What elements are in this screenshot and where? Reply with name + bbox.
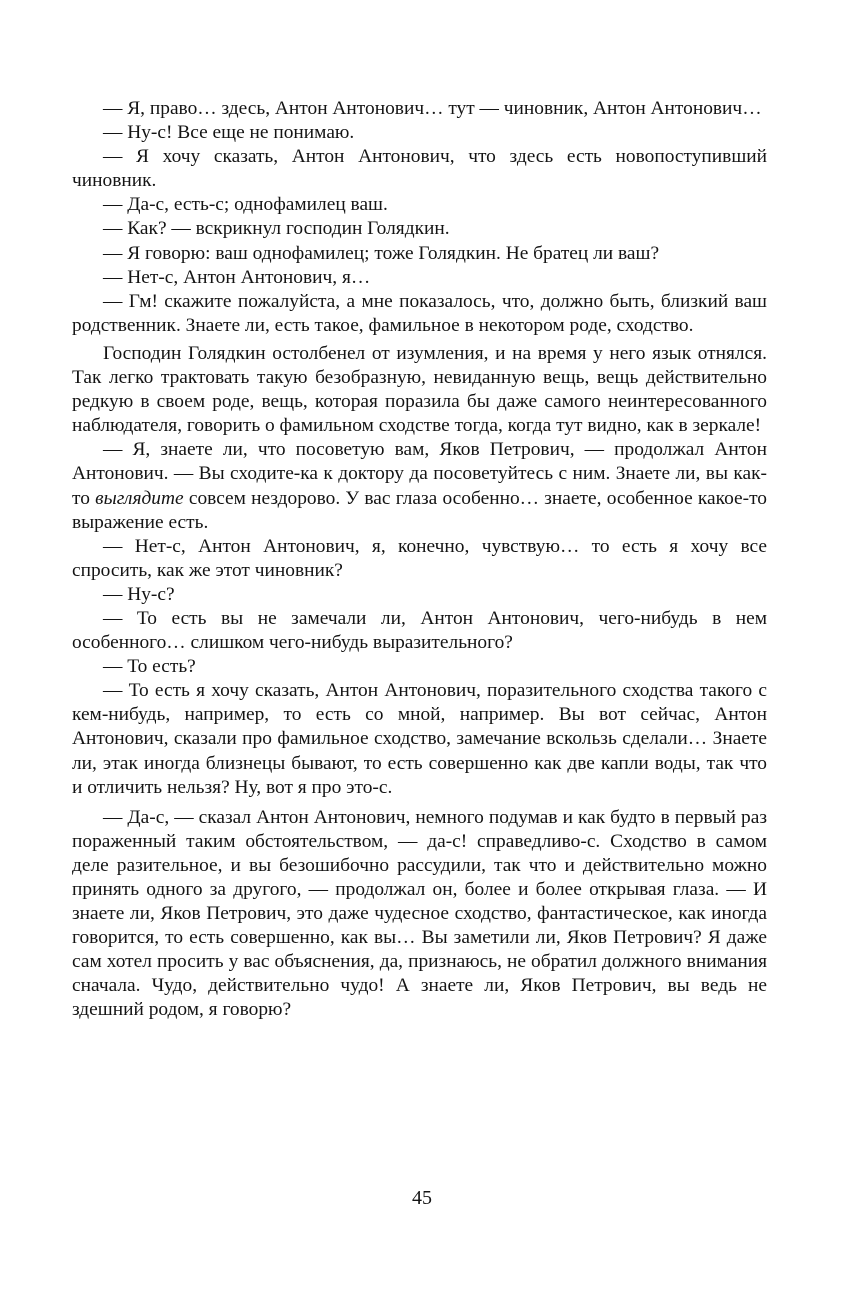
paragraph: — Ну-с! Все еще не понимаю. [103,122,355,144]
paragraph: Господин Голядкин остолбенел от изумления, и на время у него язык отнялся. Так легко трактовать такую безобразную, невиданную вещь, вещь действительно редкую в своем роде, вещь, которая поразила бы даже самого неинтересованного наблюдателя, говорить о фамильном сходстве тогда, когда тут видно, как в зеркале! [72,342,767,437]
paragraph: — Да-с, — сказал Антон Антонович, немного подумав и как будто в первый раз пораженный таким обстоятельством, — да-с! справедливо-с. Сходство в самом деле разительное, и вы безошибочно рассудили, так что и действительно можно принять одного за другого, — продолжал он, более и более открывая глаза. — И знаете ли, Яков Петрович, это даже чудесное сходство, фантастическое, как иногда говорится, то есть совершенно, как вы… Вы заметили ли, Яков Петрович? Я даже сам хотел просить у вас объяснения, да, признаюсь, не обратил должного внимания сначала. Чудо, действительно чудо! А знаете ли, Яков Петрович, вы ведь не здешний родом, я говорю? [72,806,767,1021]
paragraph: — То есть? [103,656,196,678]
paragraph: — То есть вы не замечали ли, Антон Антонович, чего-нибудь в нем особенного… слишком чего-нибудь выразительного? [72,607,767,654]
paragraph: — Да-с, есть-с; однофамилец ваш. [103,194,388,216]
paragraph: — Ну-с? [103,583,175,605]
page-number: 45 [412,1187,432,1209]
page-body [72,97,767,1023]
paragraph: — Гм! скажите пожалуйста, а мне показалось, что, должно быть, близкий ваш родственник. Знаете ли, есть такое, фамильное в некотором роде, сходство. [72,290,767,336]
paragraph-text: — Я, знаете ли, что посоветую вам, Яков Петрович, — продолжал Антон Антонович. — Вы сходите-ка к доктору да посоветуйтесь с ним. Знаете ли, вы как-то [72,439,767,509]
paragraph: — То есть я хочу сказать, Антон Антонович, поразительного сходства такого с кем-нибудь, например, то есть со мной, например. Вы вот сейчас, Антон Антонович, сказали про фамильное сходство, замечание вскользь сделали… Знаете ли, этак иногда близнецы бывают, то есть совершенно как две капли воды, так что и отличить нельзя? Ну, вот я про это-с. [72,680,767,798]
paragraph: — Нет-с, Антон Антонович, я, конечно, чувствую… то есть я хочу все спросить, как же этот чиновник? [72,535,767,581]
paragraph [72,438,767,534]
paragraph: — Я говорю: ваш однофамилец; тоже Голядкин. Не братец ли ваш? [103,242,660,264]
paragraph: — Нет-с, Антон Антонович, я… [103,266,371,288]
paragraph: — Я хочу сказать, Антон Антонович, что здесь есть новопоступивший чиновник. [72,146,767,192]
paragraph-text: совсем нездорово. У вас глаза особенно… знаете, особенное какое-то выражение есть. [72,487,767,533]
paragraph: — Как? — вскрикнул господин Голядкин. [103,218,450,240]
emphasis-text: выглядите [95,487,184,509]
paragraph: — Я, право… здесь, Антон Антонович… тут — чиновник, Антон Антонович… [103,98,762,119]
